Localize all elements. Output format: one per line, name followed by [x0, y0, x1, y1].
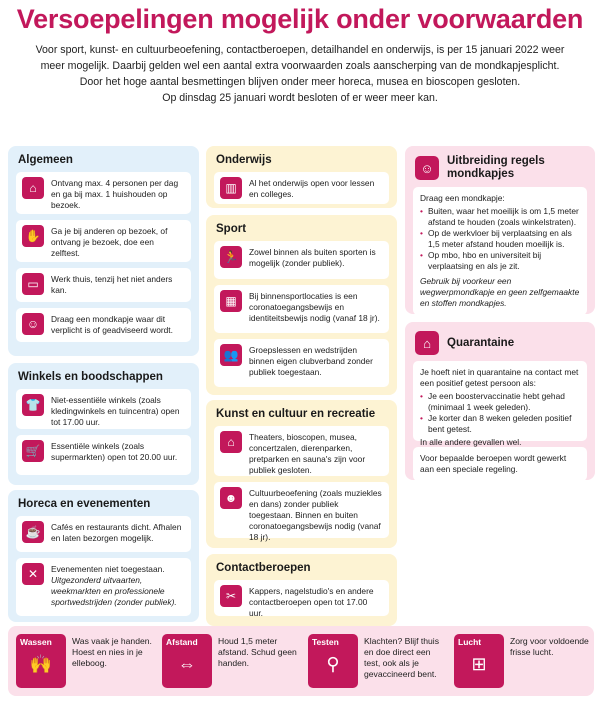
qr-icon: ▦: [220, 290, 242, 312]
card-algemeen: [8, 146, 199, 356]
list-item: 👕 Niet-essentiële winkels (zoals kledingwinkels en tuincentra) open tot 17.00 uur.: [16, 389, 191, 429]
list-item: • Op mbo, hbo en universiteit bij verplaatsing en als je zit.: [420, 250, 580, 272]
books-icon: ▥: [220, 177, 242, 199]
card-title: Quarantaine: [447, 336, 515, 349]
cup-icon: ☕: [22, 521, 44, 543]
list-item: ✕ Evenementen niet toegestaan. Uitgezonderd uitvaarten, weekmarkten en professionele sportwedstrijden (zonder publiek).: [16, 558, 191, 616]
hands-icon: 🙌: [29, 654, 53, 674]
card-title: Onderwijs: [216, 154, 272, 166]
mask-icon: ☺: [415, 156, 439, 180]
list-item: ▦ Bij binnensportlocaties is een coronatoegangsbewijs en identiteitsbewijs nodig (vanaf 18 jr).: [214, 285, 389, 333]
card-title: Contactberoepen: [216, 562, 311, 574]
test-icon: ⚲: [326, 654, 340, 674]
group-icon: 👥: [220, 344, 242, 366]
runner-icon: 🏃: [220, 246, 242, 268]
theater-icon: ⌂: [220, 431, 242, 453]
list-item: ☻ Cultuurbeoefening (zoals muziekles en dans) zonder publiek toegestaan. Binnen en buiten coronatoegangsbewijs nodig (vanaf 18 jr).: [214, 482, 389, 538]
list-item: ⌂ Ontvang max. 4 personen per dag en ga bij max. 1 huishouden op bezoek.: [16, 172, 191, 214]
card-contactberoepen: [206, 554, 397, 626]
card-title: Uitbreiding regels mondkapjes: [447, 155, 545, 180]
list-item: ☕ Cafés en restaurants dicht. Afhalen en laten bezorgen mogelijk.: [16, 516, 191, 552]
list-item: ▥ Al het onderwijs open voor lessen en colleges.: [214, 172, 389, 204]
list-item: ▭ Werk thuis, tenzij het niet anders kan.: [16, 268, 191, 302]
card-horeca: [8, 490, 199, 622]
house-icon: ⌂: [22, 177, 44, 199]
laptop-icon: ▭: [22, 273, 44, 295]
list-item: • Buiten, waar het moeilijk is om 1,5 meter afstand te houden (zoals winkelstraten).: [420, 206, 580, 228]
intro-line-1: Voor sport, kunst- en cultuurbeoefening, contactberoepen, detailhandel en onderwijs, is per 15 januari 2022 weer: [35, 44, 565, 56]
card-onderwijs: [206, 146, 397, 208]
quarantaine-body: Je hoeft niet in quarantaine na contact met een positief getest persoon als: • Je een boostervaccinatie hebt gehad (minimaal 1 week geleden). • Je korter dan 8 weken geleden positief bent getest. In alle andere gevallen wel.: [413, 361, 587, 441]
intro-line-4: Op dinsdag 25 januari wordt besloten of er weer meer kan.: [162, 92, 438, 104]
list-item: 🏃 Zowel binnen als buiten sporten is mogelijk (zonder publiek).: [214, 241, 389, 279]
rule-afstand: Afstand ⇔ Houd 1,5 meter afstand. Schud geen handen.: [160, 634, 300, 688]
rule-testen: Testen ⚲ Klachten? Blijf thuis en doe direct een test, ook als je gevaccineerd bent.: [306, 634, 446, 688]
cart-icon: 🛒: [22, 440, 44, 462]
list-item: ⌂ Theaters, bioscopen, musea, concertzalen, dierenparken, pretparken en sauna's zijn voor publiek gesloten.: [214, 426, 389, 476]
card-title: Sport: [216, 223, 247, 235]
card-sport: [206, 215, 397, 395]
party-icon: ✕: [22, 563, 44, 585]
phone-icon: ✋: [22, 225, 44, 247]
quarantaine-extra: Voor bepaalde beroepen wordt gewerkt aan een speciale regeling.: [413, 447, 587, 480]
house-icon: ⌂: [415, 331, 439, 355]
page-title: Versoepelingen mogelijk onder voorwaarden: [16, 4, 584, 34]
list-item: ✂ Kappers, nagelstudio's en andere contactberoepen open tot 17.00 uur.: [214, 580, 389, 616]
list-item: ☺ Draag een mondkapje waar dit verplicht is of geadviseerd wordt.: [16, 308, 191, 342]
card-title: Algemeen: [18, 154, 73, 166]
intro-line-3: Door het hoge aantal besmettingen blijven onder meer horeca, musea en bioscopen gesloten.: [79, 76, 521, 88]
mask-icon: ☺: [22, 313, 44, 335]
mondkapjes-body: Draag een mondkapje: • Buiten, waar het moeilijk is om 1,5 meter afstand te houden (zoals winkelstraten). • Op de werkvloer bij verplaatsing en als 1,5 meter afstand houden moeilijk is. • Op mbo, hbo en universiteit bij verplaatsing en als je zit. Gebruik bij voorkeur een wegwerpmondkapje en geen zelfgemaakte en stoffen mondkapjes.: [413, 187, 587, 314]
intro-line-2: meer mogelijk. Daarbij gelden wel een aantal extra voorwaarden zoals aanscherping van de mondkapjesplicht.: [40, 60, 560, 72]
intro-text: [10, 42, 590, 106]
list-item: • Je een boostervaccinatie hebt gehad (minimaal 1 week geleden).: [420, 391, 580, 413]
list-item: • Je korter dan 8 weken geleden positief bent getest.: [420, 413, 580, 435]
rule-lucht: Lucht ⊞ Zorg voor voldoende frisse lucht.: [452, 634, 592, 688]
basic-rules-bar: [8, 626, 594, 696]
card-winkels: [8, 363, 199, 485]
card-title: Winkels en boodschappen: [18, 371, 163, 383]
card-kunst: [206, 400, 397, 548]
distance-icon: ⇔: [178, 654, 196, 674]
list-item: • Op de werkvloer bij verplaatsing en als 1,5 meter afstand houden moeilijk is.: [420, 228, 580, 250]
hairdresser-icon: ✂: [220, 585, 242, 607]
card-mondkapjes: [405, 146, 595, 314]
card-quarantaine: [405, 322, 595, 480]
card-title: Horeca en evenementen: [18, 498, 151, 510]
window-icon: ⊞: [471, 654, 487, 674]
shirt-icon: 👕: [22, 394, 44, 416]
list-item: 👥 Groepslessen en wedstrijden binnen eigen clubverband zonder publiek toegestaan.: [214, 339, 389, 387]
list-item: ✋ Ga je bij anderen op bezoek, of ontvang je bezoek, doe een zelftest.: [16, 220, 191, 262]
rule-wassen: Wassen 🙌 Was vaak je handen. Hoest en nies in je elleboog.: [14, 634, 154, 688]
card-title: Kunst en cultuur en recreatie: [216, 408, 376, 420]
list-item: 🛒 Essentiële winkels (zoals supermarkten) open tot 20.00 uur.: [16, 435, 191, 475]
masks-icon: ☻: [220, 487, 242, 509]
